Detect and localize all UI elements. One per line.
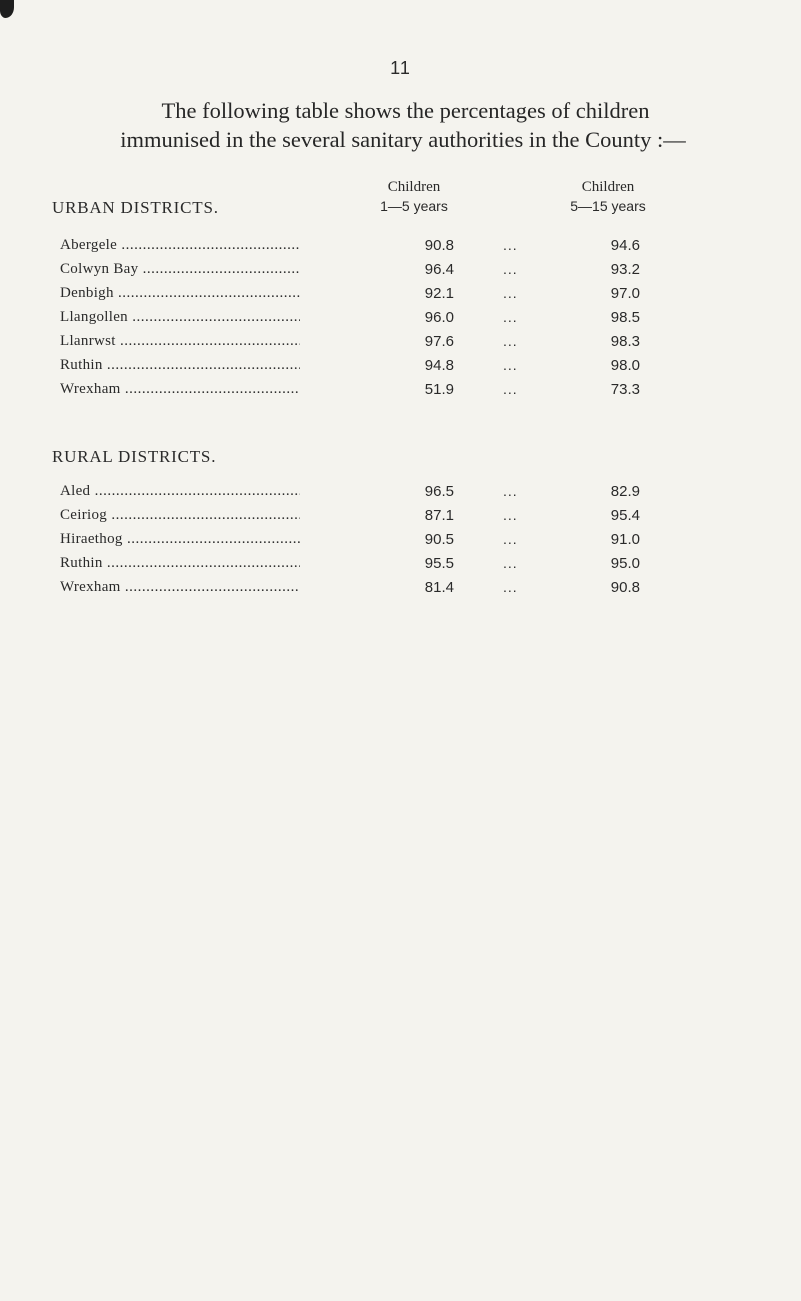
table-row [0,309,801,333]
separator-dots: ... [503,237,518,253]
table-row [0,381,801,405]
value-5-15-years: 82.9 [610,483,640,500]
value-1-5-years: 95.5 [424,555,454,572]
district-name: Colwyn Bay ..... [60,261,300,278]
column-header-1-line-1: Children [387,179,441,195]
value-5-15-years: 73.3 [610,381,640,398]
rural-districts-heading: RURAL DISTRICTS. [52,447,217,466]
district-name: Abergele ..... [60,237,300,254]
value-5-15-years: 98.3 [610,333,640,350]
table-row [0,333,801,357]
value-5-15-years: 94.6 [610,237,640,254]
separator-dots: ... [503,285,518,301]
separator-dots: ... [503,579,518,595]
value-5-15-years: 91.0 [610,531,640,548]
table-row [0,261,801,285]
value-1-5-years: 81.4 [424,579,454,596]
column-header-5-15-years [538,178,678,216]
district-name: Llanrwst ..... [60,333,300,350]
separator-dots: ... [503,381,518,397]
separator-dots: ... [503,531,518,547]
district-name: Wrexham ..... [60,381,300,398]
column-header-1-line-2: 1—5 years [380,198,448,214]
table-row [0,531,801,555]
district-name: Ruthin ..... [60,357,300,374]
table-row [0,579,801,603]
value-5-15-years: 90.8 [610,579,640,596]
table-row [0,285,801,309]
district-name: Llangollen ..... [60,309,300,326]
column-header-2-line-2: 5—15 years [570,198,646,214]
separator-dots: ... [503,309,518,325]
district-name: Ruthin ..... [60,555,300,572]
intro-line-1: The following table shows the percentages of children [161,98,650,123]
table-row [0,483,801,507]
value-1-5-years: 97.6 [424,333,454,350]
table-row [0,507,801,531]
value-1-5-years: 90.8 [424,237,454,254]
separator-dots: ... [503,555,518,571]
value-1-5-years: 96.4 [424,261,454,278]
value-5-15-years: 97.0 [610,285,640,302]
column-header-2-line-1: Children [581,179,635,195]
value-1-5-years: 92.1 [424,285,454,302]
district-name: Ceiriog ..... [60,507,300,524]
value-1-5-years: 90.5 [424,531,454,548]
district-name: Hiraethog ..... [60,531,300,548]
table-row [0,357,801,381]
ink-mark [0,0,14,18]
district-name: Denbigh ..... [60,285,300,302]
separator-dots: ... [503,261,518,277]
separator-dots: ... [503,507,518,523]
intro-line-2: immunised in the several sanitary authorities in the County :— [120,127,686,152]
district-name: Aled ..... [60,483,300,500]
value-5-15-years: 95.0 [610,555,640,572]
value-5-15-years: 98.5 [610,309,640,326]
separator-dots: ... [503,357,518,373]
urban-districts-heading: URBAN DISTRICTS. [52,198,219,217]
column-header-1-5-years [344,178,484,216]
value-1-5-years: 94.8 [424,357,454,374]
value-1-5-years: 51.9 [424,381,454,398]
value-5-15-years: 98.0 [610,357,640,374]
district-name: Wrexham ..... [60,579,300,596]
value-5-15-years: 95.4 [610,507,640,524]
table-row [0,237,801,261]
page-number: 11 [390,58,411,78]
separator-dots: ... [503,483,518,499]
intro-paragraph [0,96,801,154]
value-1-5-years: 96.0 [424,309,454,326]
value-1-5-years: 96.5 [424,483,454,500]
separator-dots: ... [503,333,518,349]
table-row [0,555,801,579]
value-5-15-years: 93.2 [610,261,640,278]
value-1-5-years: 87.1 [424,507,454,524]
